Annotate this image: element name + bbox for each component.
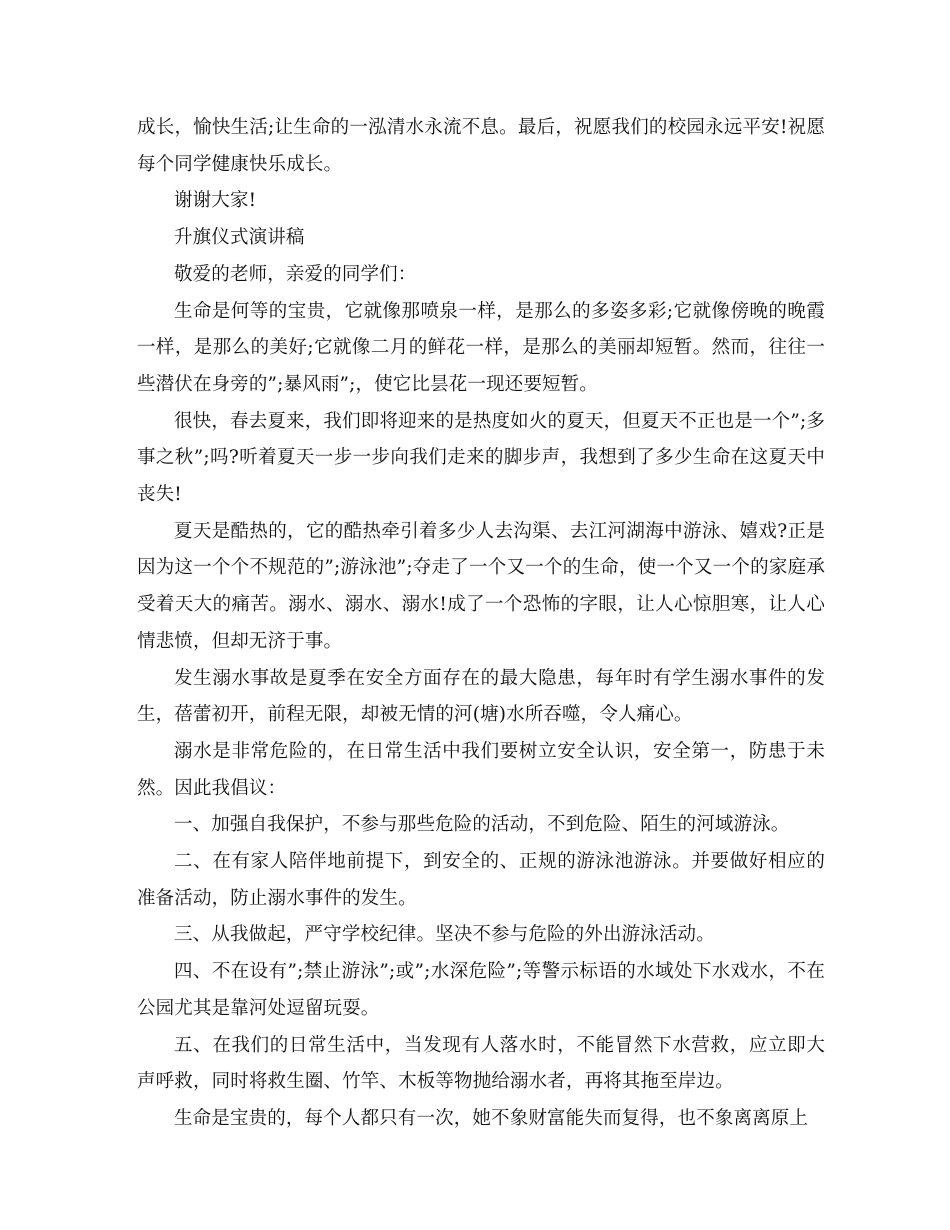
proposal-item-5: 五、在我们的日常生活中，当发现有人落水时，不能冒然下水营救，应立即大声呼救，同时将救生圈、竹竿、木板等物抛给溺水者，再将其拖至岸边。 bbox=[137, 1034, 825, 1093]
salutation: 敬爱的老师，亲爱的同学们： bbox=[174, 263, 417, 285]
paragraph-drowning-hazard: 发生溺水事故是夏季在安全方面存在的最大隐患，每年时有学生溺水事件的发生，蓓蕾初开，前程无限，却被无情的河(塘)水所吞噬，令人痛心。 bbox=[137, 667, 825, 726]
proposal-item-4: 四、不在设有”;禁止游泳”;或”;水深危险”;等警示标语的水域处下水戏水，不在公园尤其是靠河处逗留玩耍。 bbox=[137, 961, 825, 1019]
paragraph-closing-wish: 成长，愉快生活;让生命的一泓清水永流不息。最后，祝愿我们的校园永远平安!祝愿每个同学健康快乐成长。 bbox=[137, 117, 825, 175]
paragraph-thanks: 谢谢大家! bbox=[174, 190, 257, 212]
paragraph-summer-hot: 夏天是酷热的，它的酷热牵引着多少人去沟渠、去江河湖海中游泳、嬉戏?正是因为这一个个不规范的”;游泳池”;夺走了一个又一个的生命，使一个又一个的家庭承受着天大的痛苦。溺水、溺水、溺水!成了一个恐怖的字眼，让人心惊胆寒，让人心情悲愤，但却无济于事。 bbox=[137, 520, 825, 652]
paragraph-proposal-intro: 溺水是非常危险的，在日常生活中我们要树立安全认识，安全第一，防患于未然。因此我倡议： bbox=[137, 740, 825, 799]
paragraph-life-once: 生命是宝贵的，每个人都只有一次，她不象财富能失而复得，也不象离离原上 bbox=[174, 1107, 809, 1129]
paragraph-summer-coming: 很快，春去夏来，我们即将迎来的是热度如火的夏天，但夏天不正也是一个”;多事之秋”;吗?听着夏天一步一步向我们走来的脚步声，我想到了多少生命在这夏天中丧失! bbox=[137, 410, 825, 506]
proposal-item-3: 三、从我做起，严守学校纪律。坚决不参与危险的外出游泳活动。 bbox=[174, 924, 715, 946]
proposal-item-2: 二、在有家人陪伴地前提下，到安全的、正规的游泳池游泳。并要做好相应的准备活动，防止溺水事件的发生。 bbox=[137, 851, 825, 909]
speech-title: 升旗仪式演讲稿 bbox=[174, 227, 305, 249]
document-body bbox=[137, 110, 825, 1138]
paragraph-life-precious: 生命是何等的宝贵，它就像那喷泉一样，是那么的多姿多彩;它就像傍晚的晚霞一样，是那么的美好;它就像二月的鲜花一样，是那么的美丽却短暂。然而，往往一些潜伏在身旁的”;暴风雨”;，使它比昙花一现还要短暂。 bbox=[137, 300, 825, 395]
proposal-item-1: 一、加强自我保护，不参与那些危险的活动，不到危险、陌生的河域游泳。 bbox=[174, 814, 790, 836]
